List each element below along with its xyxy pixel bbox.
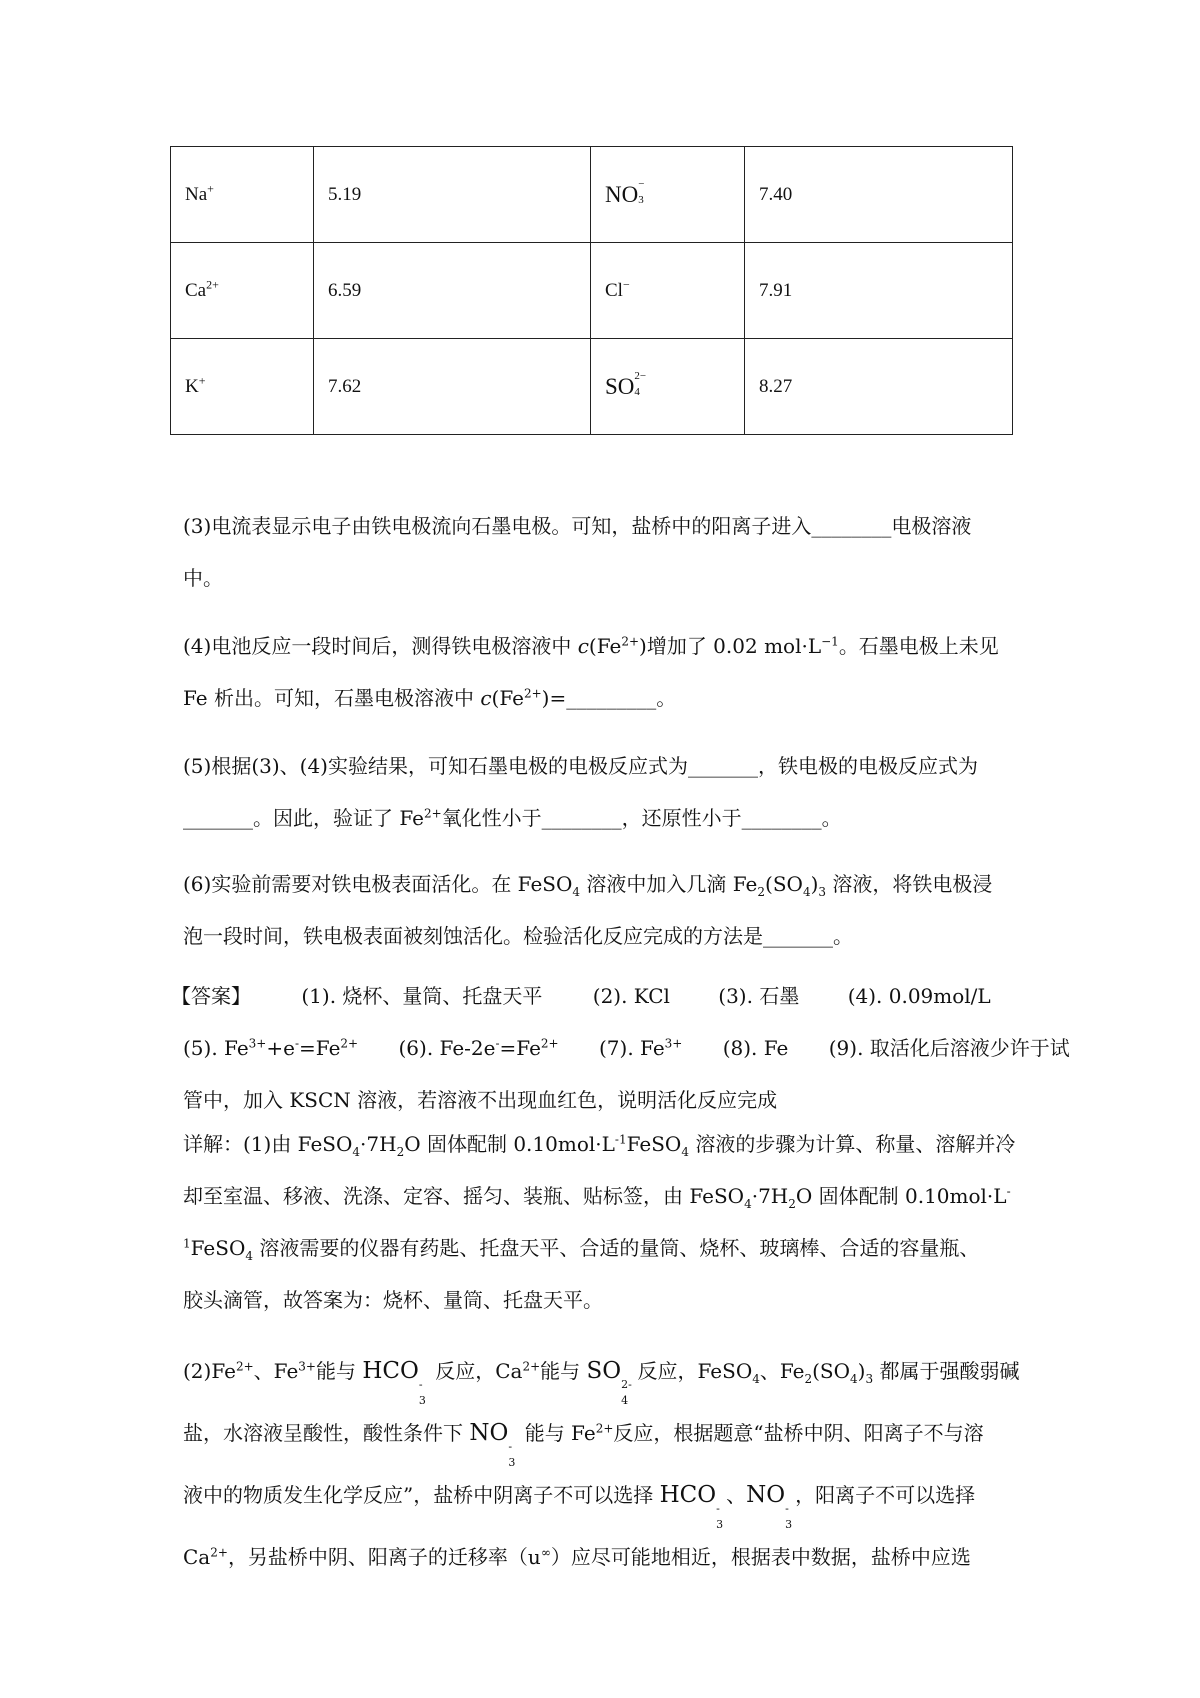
ion-name: Cl: [605, 279, 623, 301]
superscript: ∞: [540, 1545, 551, 1560]
question-line: 泡一段时间，铁电极表面被刻蚀活化。检验活化反应完成的方法是_______。: [183, 924, 853, 948]
answer-line: [183, 1022, 1070, 1074]
table-cell: 5.19: [314, 147, 591, 243]
text: ，另盐桥中阴、阳离子的迁移率（u: [227, 1545, 541, 1569]
ion-name: Ca: [185, 279, 207, 301]
text: (6). Fe-2e: [398, 1036, 496, 1060]
answer-item: [398, 1036, 558, 1060]
table-cell: [591, 147, 745, 243]
answer-block: [171, 970, 1070, 1126]
text: 溶液中加入几滴 Fe: [580, 872, 758, 896]
text: (6)实验前需要对铁电极表面活化。在 FeSO: [183, 872, 573, 896]
text: (SO: [812, 1359, 851, 1383]
text: =Fe: [499, 1036, 541, 1060]
subscript: 4: [634, 385, 640, 398]
table-cell: 7.40: [745, 147, 1013, 243]
answer-item: (9). 取活化后溶液少许于试: [828, 1036, 1070, 1060]
subscript: 2: [396, 1145, 405, 1159]
exponent: 1: [183, 1236, 191, 1251]
answer-line: 管中，加入 KSCN 溶液，若溶液不出现血红色，说明活化反应完成: [183, 1088, 778, 1112]
subscript: 3: [716, 1518, 724, 1531]
answer-item: (4). 0.09mol/L: [847, 984, 991, 1008]
detail-line: [183, 1402, 1033, 1469]
charge: 2-: [621, 1378, 632, 1391]
text: =Fe: [299, 1036, 341, 1060]
text: 都属于强酸弱碱: [873, 1359, 1020, 1383]
charge: -: [716, 1502, 720, 1515]
table-cell: 7.91: [745, 243, 1013, 339]
formula: HCO: [659, 1482, 717, 1508]
answer-tag: 【答案】: [171, 984, 251, 1008]
table-row: [171, 147, 1013, 243]
charge: 3+: [298, 1359, 316, 1374]
charge: 2+: [340, 1036, 359, 1051]
subscript: 3: [818, 885, 827, 899]
formula: HCO: [362, 1358, 419, 1384]
detail-line: 胶头滴管，故答案为：烧杯、量筒、托盘天平。: [183, 1288, 603, 1312]
exponent: −1: [821, 634, 839, 649]
text: 。石墨电极上未见: [838, 634, 999, 658]
text: Ca: [183, 1545, 211, 1569]
table-cell: [591, 339, 745, 435]
subscript: 2: [804, 1372, 813, 1386]
table-row: [171, 339, 1013, 435]
text: 详解：(1)由 FeSO: [183, 1132, 353, 1156]
question-line: [183, 672, 1033, 724]
answer-item: [183, 1036, 358, 1060]
text: 反应，Ca: [428, 1359, 523, 1383]
subscript: 4: [621, 1394, 629, 1407]
text: 反应，根据题意“盐桥中阴、阳离子不与溶: [613, 1421, 984, 1445]
text: (Fe: [491, 686, 524, 710]
text: 能与: [315, 1359, 363, 1383]
text: )=_________。: [541, 686, 677, 710]
charge: 2+: [523, 686, 542, 701]
question-line: (3)电流表显示电子由铁电极流向石墨电极。可知，盐桥中的阳离子进入________电极溶液: [183, 514, 972, 538]
charge: 2+: [540, 1036, 559, 1051]
text: 氧化性小于________，还原性小于________。: [441, 806, 842, 830]
text: (7). Fe: [598, 1036, 665, 1060]
charge: -: [508, 1440, 513, 1453]
question-3: [183, 500, 1033, 604]
exponent: -1: [614, 1132, 627, 1147]
ion-name: SO: [605, 373, 635, 399]
sub-sup: [634, 369, 647, 398]
detail-1: [183, 1118, 1033, 1326]
table-cell: [171, 147, 314, 243]
formula: NO: [746, 1482, 786, 1508]
answer-item: (8). Fe: [722, 1036, 789, 1060]
text: 盐，水溶液呈酸性，酸性条件下: [183, 1421, 470, 1445]
detail-line: [183, 1170, 1033, 1222]
table-cell: 8.27: [745, 339, 1013, 435]
ion-mobility-table: [170, 146, 1013, 435]
answer-item: (2). KCl: [592, 984, 670, 1008]
charge: 2+: [522, 1359, 541, 1374]
charge: -: [785, 1502, 789, 1515]
sub-sup: [785, 1484, 795, 1531]
table-cell: 6.59: [314, 243, 591, 339]
text: 却至室温、移液、洗涤、定容、摇匀、装瓶、贴标签，由 FeSO: [183, 1184, 745, 1208]
text: 、Fe: [253, 1359, 299, 1383]
table-row: [171, 243, 1013, 339]
sub-sup: [508, 1422, 518, 1469]
subscript: 3: [865, 1372, 874, 1386]
subscript: 4: [752, 1372, 760, 1386]
question-4: [183, 620, 1033, 724]
text: FeSO: [626, 1132, 682, 1156]
subscript: 4: [850, 1372, 858, 1386]
table-cell: [591, 243, 745, 339]
subscript: 3: [418, 1394, 426, 1407]
text: ): [857, 1359, 866, 1383]
subscript: 4: [802, 885, 811, 899]
sub-sup: [638, 177, 648, 206]
charge: 2+: [595, 1421, 614, 1436]
subscript: 3: [785, 1518, 793, 1531]
text: (5). Fe: [183, 1036, 249, 1060]
text: 能与: [540, 1359, 587, 1383]
sub-sup: [716, 1484, 726, 1531]
text: O 固体配制 0.10mol·L: [404, 1132, 615, 1156]
charge: 2+: [210, 1545, 228, 1560]
charge: -: [294, 1036, 300, 1051]
text: Fe 析出。可知，石墨电极溶液中: [183, 686, 481, 710]
text: (4)电池反应一段时间后，测得铁电极溶液中: [183, 634, 578, 658]
table-cell: [171, 243, 314, 339]
detail-line: [183, 1464, 1033, 1531]
subscript: 4: [681, 1145, 689, 1159]
detail-line: [183, 1118, 1033, 1170]
text: 溶液需要的仪器有药匙、托盘天平、合适的量筒、烧杯、玻璃棒、合适的容量瓶、: [253, 1236, 980, 1260]
subscript: 4: [572, 885, 581, 899]
text: FeSO: [190, 1236, 246, 1260]
text: )增加了 0.02 mol·L: [639, 634, 822, 658]
text: (SO: [765, 872, 803, 896]
charge: 2+: [621, 634, 640, 649]
text: +e: [266, 1036, 295, 1060]
table-cell: [171, 339, 314, 435]
text: 溶液，将铁电极浸: [826, 872, 993, 896]
charge: 3+: [664, 1036, 683, 1051]
subscript: 4: [744, 1197, 752, 1211]
exponent: -: [1006, 1184, 1011, 1199]
text: O 固体配制 0.10mol·L: [795, 1184, 1007, 1208]
charge: 3+: [248, 1036, 267, 1051]
variable: c: [480, 686, 492, 710]
text: 、: [726, 1483, 747, 1507]
charge: 2+: [423, 806, 442, 821]
answer-item: (3). 石墨: [718, 984, 800, 1008]
answer-item: [599, 1036, 682, 1060]
text: 液中的物质发生化学反应”，盐桥中阴离子不可以选择: [183, 1483, 660, 1507]
subscript: 4: [352, 1145, 361, 1159]
variable: c: [577, 634, 589, 658]
text: 能与 Fe: [518, 1421, 596, 1445]
charge: 2+: [206, 277, 219, 292]
text: 溶液的步骤为计算、称量、溶解并冷: [688, 1132, 1016, 1156]
charge: -: [418, 1378, 423, 1391]
detail-line: [183, 1526, 1033, 1588]
sub-sup: [418, 1360, 429, 1407]
charge: -: [495, 1036, 500, 1051]
text: ·7H: [360, 1132, 397, 1156]
text: ·7H: [751, 1184, 789, 1208]
question-line: [183, 792, 1033, 844]
question-line: [183, 620, 1033, 672]
formula: NO: [469, 1420, 509, 1446]
question-line: 中。: [183, 566, 223, 590]
question-line: [183, 858, 1033, 910]
detail-2: [183, 1340, 1033, 1588]
subscript: 3: [638, 193, 644, 206]
text: 反应，FeSO: [631, 1359, 753, 1383]
charge: 2−: [634, 369, 647, 382]
subscript: 2: [757, 885, 766, 899]
charge: −: [638, 177, 645, 190]
table-cell: 7.62: [314, 339, 591, 435]
answer-item: (1). 烧杯、量筒、托盘天平: [301, 984, 543, 1008]
charge: +: [198, 373, 206, 388]
detail-line: [183, 1222, 1033, 1274]
ion-name: NO: [605, 181, 639, 207]
ion-name: K: [185, 375, 199, 397]
text: 、Fe: [759, 1359, 805, 1383]
formula: SO: [586, 1358, 622, 1384]
text: (Fe: [588, 634, 622, 658]
ion-name: Na: [185, 183, 208, 205]
subscript: 3: [508, 1456, 516, 1469]
subscript: 2: [788, 1197, 796, 1211]
text: ): [810, 872, 819, 896]
text: (2)Fe: [183, 1359, 236, 1383]
sub-sup: [621, 1360, 632, 1407]
charge: +: [207, 181, 214, 196]
question-line: (5)根据(3)、(4)实验结果，可知石墨电极的电极反应式为_______，铁电极的电极反应式为: [183, 754, 978, 778]
subscript: 4: [245, 1249, 253, 1263]
charge: 2+: [235, 1359, 254, 1374]
answer-line: [171, 970, 1033, 1022]
question-5: [183, 740, 1033, 844]
text: _______。因此，验证了 Fe: [183, 806, 424, 830]
detail-line: [183, 1340, 1033, 1407]
text: ，阳离子不可以选择: [795, 1483, 976, 1507]
question-6: [183, 858, 1033, 962]
text: ）应尽可能地相近，根据表中数据，盐桥中应选: [550, 1545, 971, 1569]
charge: −: [622, 277, 630, 292]
